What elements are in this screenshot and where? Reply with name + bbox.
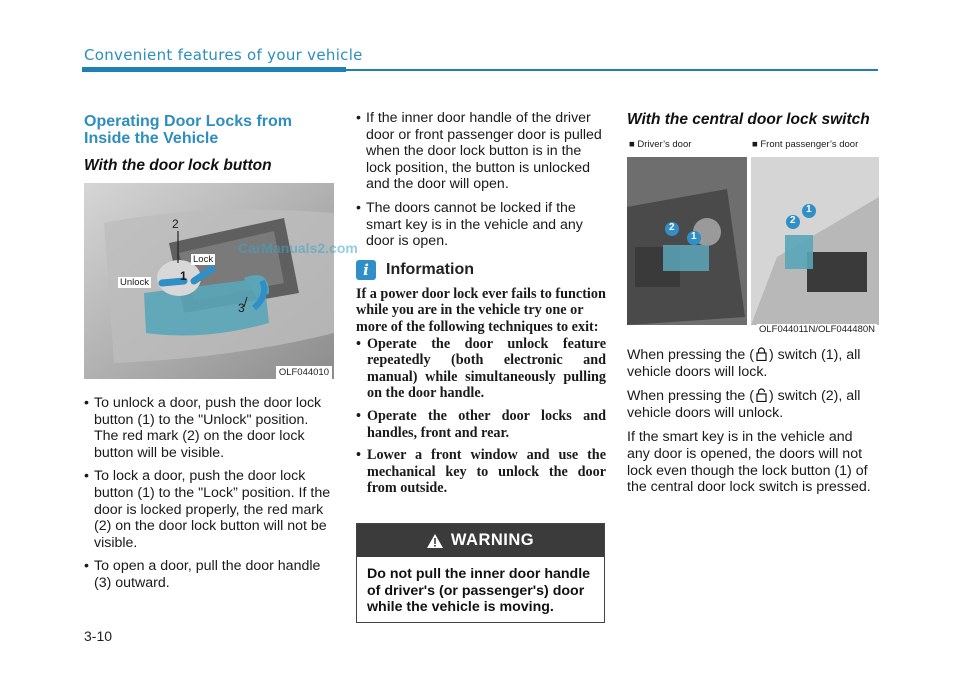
information-label: Information (386, 260, 474, 278)
bullet-item: • The doors cannot be locked if the smart key is in the vehicle and any door is open. (356, 200, 606, 250)
para-text: ) switch (2), all vehicle doors will unlock. (627, 388, 861, 421)
header-rule-thick (82, 67, 346, 72)
warning-header (357, 524, 604, 557)
callout-2-driver: 2 (669, 222, 675, 233)
header-rule-thin (346, 69, 878, 71)
para-text: When pressing the ( (627, 347, 754, 363)
callout-2-passenger: 2 (790, 215, 796, 226)
information-heading (356, 260, 606, 280)
bullet-item: • To open a door, pull the door handle (3) outward. (84, 558, 334, 591)
warning-label: WARNING (450, 531, 535, 549)
figure-code: OLF044011N/OLF044480N (758, 324, 875, 335)
inner-handle-bullets (356, 110, 606, 250)
page-number: 3-10 (84, 628, 113, 644)
bullet-item: • To unlock a door, push the door lock button (1) to the "Unlock" position. The red mark (2) on the door lock button will be visible. (84, 395, 334, 461)
warning-triangle-icon (427, 534, 443, 548)
central-lock-switch-figure (627, 137, 879, 337)
lock-switch-paragraph (627, 347, 879, 380)
passenger-door-label: ■ Front passenger’s door (752, 139, 859, 150)
bullet-item: • Lower a front window and use the mechanical key to unlock the door from outside. (356, 447, 606, 497)
bullet-item: • To lock a door, push the door lock button (1) to the "Lock” position. If the door is locked properly, the red mark (2) on the door lock button will not be visible. (84, 468, 334, 551)
para-text: ) switch (1), all vehicle doors will lock. (627, 347, 861, 380)
lock-label: Lock (193, 254, 214, 265)
central-switch-illustration (627, 137, 879, 337)
column-right (627, 111, 879, 504)
callout-3: 3 (238, 301, 245, 315)
smart-key-paragraph: If the smart key is in the vehicle and any door is opened, the doors will not lock even though the lock button (1) of the central door lock switch is pressed. (627, 429, 871, 496)
subsection-title-central-switch: With the central door lock switch (627, 111, 870, 128)
warning-box (356, 523, 605, 623)
callout-1-passenger: 1 (806, 204, 812, 215)
unlock-label: Unlock (120, 277, 150, 288)
information-bullets (356, 336, 606, 497)
column-middle (356, 110, 606, 503)
callout-2: 2 (172, 217, 179, 231)
door-lock-button-figure (84, 183, 334, 379)
bullet-item: • If the inner door handle of the driver door or front passenger door is pulled when the door lock button is in the lock position, the button is unlocked and the door will open. (356, 110, 606, 193)
watermark: CarManuals2.com (238, 240, 358, 256)
subsection-title-lock-button: With the door lock button (84, 157, 272, 174)
lock-closed-icon (756, 347, 767, 361)
header-title: Convenient features of your vehicle (84, 46, 363, 64)
callout-1-driver: 1 (691, 231, 697, 242)
lock-open-icon (756, 388, 767, 402)
para-text: When pressing the ( (627, 388, 754, 405)
column-left (84, 108, 334, 599)
lock-button-bullets (84, 395, 334, 592)
information-icon: i (356, 260, 376, 280)
figure-code: OLF044010 (276, 366, 332, 379)
callout-1: 1 (180, 269, 187, 283)
information-text: If a power door lock ever fails to function while you are in the vehicle try one or more of the following techniques to exit: (356, 285, 606, 335)
warning-text: Do not pull the inner door handle of driver's (or passenger's) door while the vehicle is moving. (367, 566, 591, 616)
section-title: Operating Door Locks from Inside the Vehicle (84, 113, 293, 147)
unlock-switch-paragraph (627, 388, 879, 421)
bullet-item: • Operate the other door locks and handles, front and rear. (356, 408, 606, 441)
driver-door-label: ■ Driver’s door (629, 139, 692, 150)
bullet-item: • Operate the door unlock feature repeatedly (both electronic and manual) while simultaneously pulling on the door handle. (356, 336, 606, 402)
